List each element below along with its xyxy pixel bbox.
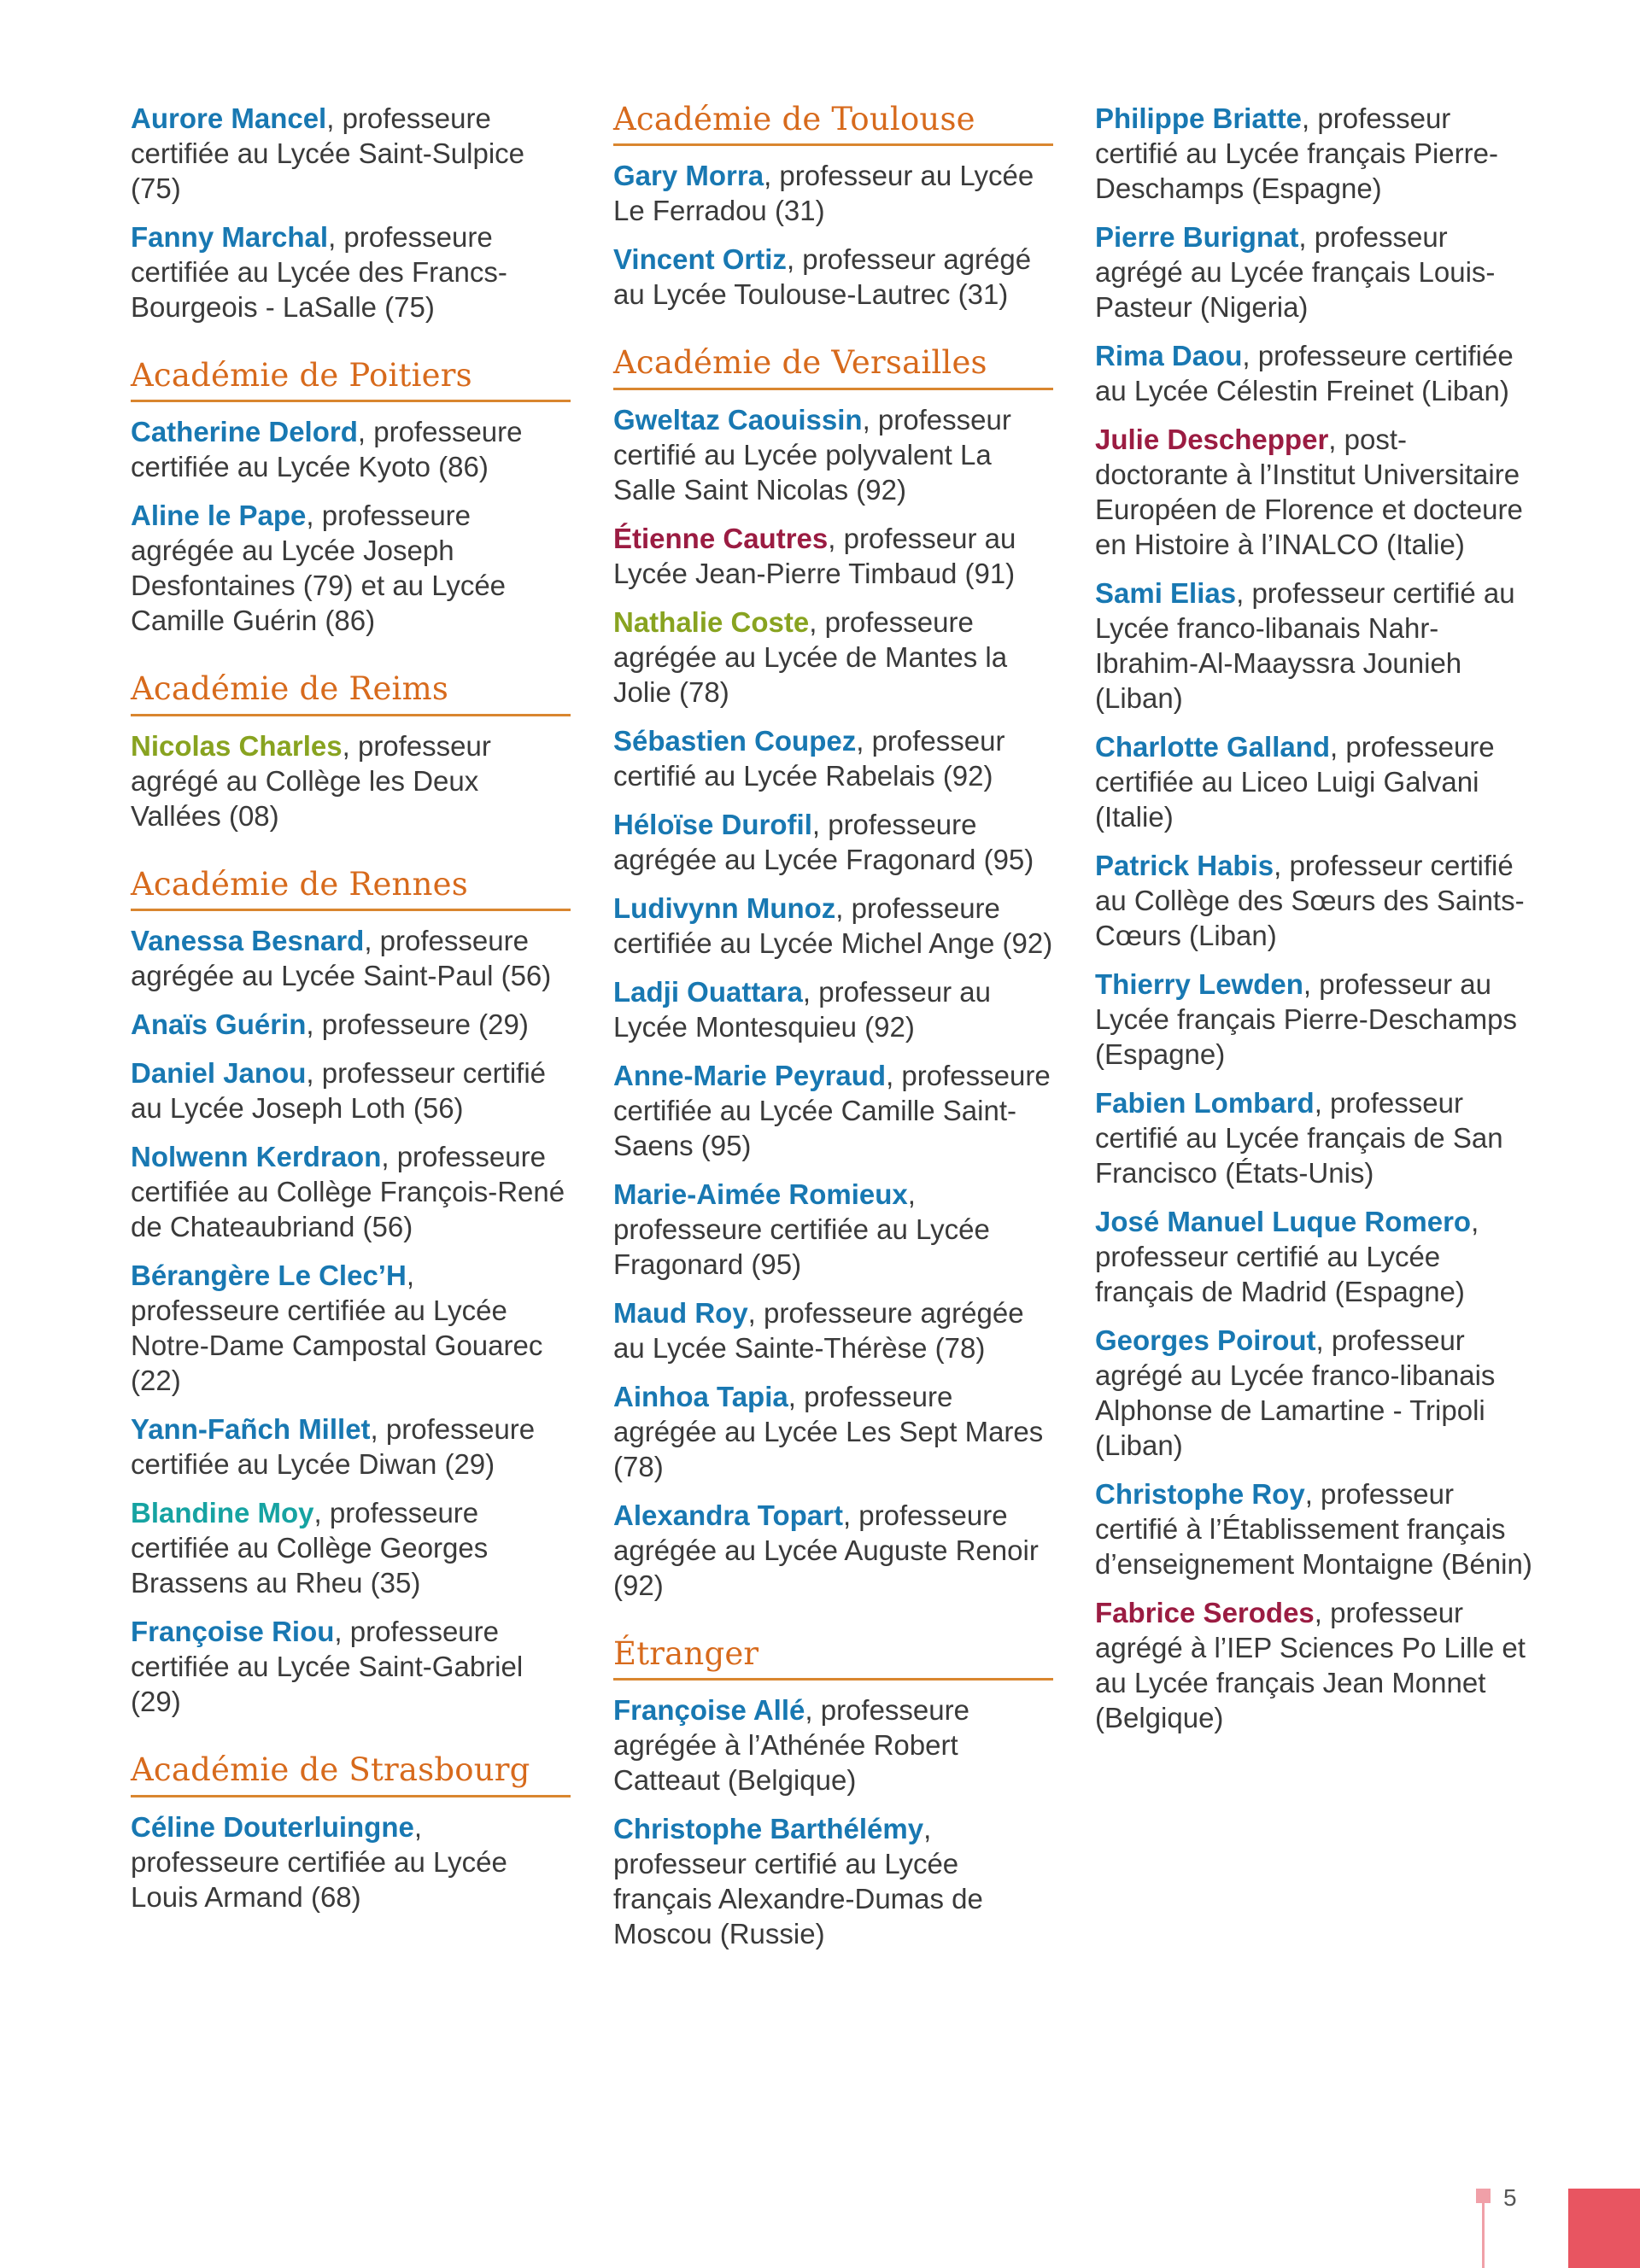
person-entry <box>131 1614 571 1719</box>
person-entry <box>613 723 1053 793</box>
person-entry <box>1095 576 1539 716</box>
person-description: , professeur agrégé au Lycée franco-libanais Alphonse de Lamartine - Tripoli (Liban) <box>1095 1324 1496 1461</box>
person-entry <box>1095 1595 1539 1735</box>
section <box>613 344 1053 1602</box>
person-entry <box>1095 338 1539 408</box>
person-name: Daniel Janou <box>131 1057 307 1090</box>
person-description: , professeur agrégé au Collège les Deux Vallées (08) <box>131 729 491 832</box>
person-description: , professeure certifiée au Collège Georges Brassens au Rheu (35) <box>131 1497 489 1599</box>
person-name: Héloïse Durofil <box>613 808 812 840</box>
person-description: , professeure agrégée au Lycée Auguste Renoir (92) <box>613 1499 1039 1601</box>
person-entry <box>1095 729 1539 834</box>
person-description: , professeure certifiée au Lycée Kyoto (86) <box>131 416 523 483</box>
column-1 <box>131 101 571 1947</box>
person-entry <box>131 498 571 638</box>
person-name: Étienne Cautres <box>613 522 829 554</box>
person-description: , professeur certifié au Lycée Joseph Loth (56) <box>131 1057 547 1125</box>
page-number: 5 <box>1503 2184 1517 2211</box>
person-description: , professeure certifiée au Lycée des Francs-Bourgeois - LaSalle (75) <box>131 221 507 323</box>
person-name: Christophe Barthélémy <box>613 1813 924 1845</box>
footer-accent-bar <box>1568 2189 1640 2268</box>
person-description: , professeure agrégée au Lycée de Mantes la Jolie (78) <box>613 605 1008 708</box>
person-description: , professeure (29) <box>306 1008 529 1041</box>
person-entry <box>613 605 1053 710</box>
person-name: Françoise Riou <box>131 1616 335 1648</box>
person-description: , professeur certifié au Lycée franco-libanais Nahr-Ibrahim-Al-Maayssra Jounieh (Liban) <box>1095 577 1515 714</box>
person-entry <box>1095 219 1539 324</box>
section <box>131 357 571 638</box>
person-description: , professeure certifiée au Lycée Camille Saint-Saens (95) <box>613 1059 1051 1161</box>
person-description: , professeur certifié au Lycée français de Madrid (Espagne) <box>1095 1206 1479 1307</box>
person-description: , professeur au Lycée Montesquieu (92) <box>613 975 992 1043</box>
person-entry <box>131 1495 571 1600</box>
section <box>131 101 571 324</box>
person-description: , professeure certifiée au Lycée Michel Ange (92) <box>613 891 1053 959</box>
person-entry <box>131 219 571 324</box>
person-name: Ladji Ouattara <box>613 975 803 1008</box>
person-name: Anaïs Guérin <box>131 1008 307 1041</box>
person-description: , professeure certifiée au Lycée Notre-Dame Campostal Gouarec (22) <box>131 1260 543 1397</box>
person-description: , professeur certifié au Lycée français Alexandre-Dumas de Moscou (Russie) <box>613 1813 983 1950</box>
person-entry <box>131 414 571 484</box>
person-description: , professeur certifié au Lycée Rabelais (92) <box>613 724 1005 792</box>
person-name: Julie Deschepper <box>1095 424 1329 455</box>
person-entry <box>1095 1085 1539 1190</box>
person-description: , professeur certifié au Lycée polyvalent La Salle Saint Nicolas (92) <box>613 403 1011 506</box>
person-description: , professeure certifiée au Lycée Célestin Freinet (Liban) <box>1095 340 1514 406</box>
person-entry <box>613 1295 1053 1365</box>
person-entry <box>613 158 1053 228</box>
person-name: Alexandra Topart <box>613 1499 843 1531</box>
person-name: Philippe Briatte <box>1095 102 1303 134</box>
section-heading: Académie de Rennes <box>131 866 571 911</box>
section <box>131 866 571 1719</box>
section <box>1095 101 1539 1735</box>
person-entry <box>131 923 571 993</box>
person-name: Sami Elias <box>1095 577 1237 609</box>
section-heading: Académie de Reims <box>131 670 571 716</box>
person-entry <box>1095 848 1539 953</box>
person-entry <box>613 1177 1053 1282</box>
person-entry <box>131 1055 571 1125</box>
person-name: Blandine Moy <box>131 1497 314 1529</box>
person-name: Nicolas Charles <box>131 729 343 762</box>
person-name: José Manuel Luque Romero <box>1095 1206 1472 1237</box>
person-description: , professeure agrégée au Lycée Saint-Paul (56) <box>131 925 552 992</box>
column-3 <box>1095 101 1539 1768</box>
person-entry <box>131 1258 571 1398</box>
person-description: , professeure certifiée au Liceo Luigi Galvani (Italie) <box>1095 731 1495 833</box>
person-name: Charlotte Galland <box>1095 731 1331 763</box>
person-name: Céline Douterluingne <box>131 1810 414 1843</box>
section <box>613 1635 1053 1951</box>
person-description: , professeure certifiée au Lycée Louis Armand (68) <box>131 1810 507 1913</box>
person-name: Gweltaz Caouissin <box>613 403 863 435</box>
person-entry <box>613 1692 1053 1797</box>
person-description: , professeur agrégé au Lycée français Louis-Pasteur (Nigeria) <box>1095 221 1496 323</box>
person-description: , professeure agrégée au Lycée Fragonard (95) <box>613 808 1034 875</box>
section <box>613 101 1053 312</box>
person-name: Georges Poirout <box>1095 1324 1316 1356</box>
person-name: Sébastien Coupez <box>613 724 857 757</box>
person-entry <box>613 1498 1053 1603</box>
person-description: , professeure certifiée au Lycée Diwan (29) <box>131 1413 536 1481</box>
person-name: Patrick Habis <box>1095 850 1274 881</box>
person-name: Nathalie Coste <box>613 605 810 638</box>
person-description: , professeure agrégée au Lycée Joseph Desfontaines (79) et au Lycée Camille Guérin (86) <box>131 500 507 637</box>
person-entry <box>613 974 1053 1044</box>
person-description: , professeur agrégé au Lycée Toulouse-Lautrec (31) <box>613 243 1032 311</box>
person-name: Nolwenn Kerdraon <box>131 1141 382 1173</box>
person-name: Bérangère Le Clec’H <box>131 1260 407 1292</box>
person-name: Rima Daou <box>1095 340 1243 371</box>
person-name: Anne-Marie Peyraud <box>613 1059 887 1091</box>
person-entry <box>1095 1323 1539 1463</box>
person-entry <box>131 1412 571 1482</box>
person-name: Aline le Pape <box>131 500 307 532</box>
person-description: , professeur au Lycée Jean-Pierre Timbaud (91) <box>613 522 1016 589</box>
person-name: Ainhoa Tapia <box>613 1380 788 1412</box>
person-description: , professeure agrégée au Lycée Les Sept Mares (78) <box>613 1380 1044 1482</box>
person-name: Aurore Mancel <box>131 102 327 134</box>
person-entry <box>131 1139 571 1244</box>
person-description: , professeur agrégé à l’IEP Sciences Po Lille et au Lycée français Jean Monnet (Belgique) <box>1095 1597 1526 1733</box>
person-description: , professeur certifié au Lycée français Pierre-Deschamps (Espagne) <box>1095 102 1498 204</box>
section <box>131 1751 571 1914</box>
person-entry <box>131 1007 571 1042</box>
person-entry <box>613 1811 1053 1951</box>
person-entry <box>613 242 1053 312</box>
person-entry <box>613 1058 1053 1163</box>
person-entry <box>1095 422 1539 562</box>
section-heading: Académie de Versailles <box>613 344 1053 389</box>
person-description: , professeure certifiée au Lycée Saint-Sulpice (75) <box>131 102 525 204</box>
person-description: , professeure certifiée au Lycée Fragonard (95) <box>613 1178 990 1280</box>
person-name: Yann-Fañch Millet <box>131 1413 371 1446</box>
person-entry <box>1095 1204 1539 1309</box>
person-name: Thierry Lewden <box>1095 968 1303 1000</box>
person-name: Catherine Delord <box>131 416 358 448</box>
column-2 <box>613 101 1053 1984</box>
person-description: , professeur au Lycée français Pierre-Deschamps (Espagne) <box>1095 968 1517 1070</box>
person-entry <box>131 101 571 206</box>
footer-marker-line <box>1482 2199 1485 2268</box>
person-name: Christophe Roy <box>1095 1478 1305 1510</box>
section-heading: Académie de Strasbourg <box>131 1751 571 1797</box>
person-entry <box>131 728 571 833</box>
person-entry <box>1095 1476 1539 1581</box>
person-entry <box>131 1809 571 1914</box>
person-name: Marie-Aimée Romieux <box>613 1178 908 1210</box>
person-name: Gary Morra <box>613 160 764 192</box>
person-name: Fabien Lombard <box>1095 1087 1315 1119</box>
person-description: , professeure agrégée au Lycée Sainte-Thérèse (78) <box>613 1296 1024 1364</box>
person-name: Pierre Burignat <box>1095 221 1299 253</box>
person-name: Maud Roy <box>613 1296 748 1329</box>
person-description: , professeure certifiée au Lycée Saint-Gabriel (29) <box>131 1616 524 1718</box>
person-entry <box>613 807 1053 877</box>
person-entry <box>613 891 1053 961</box>
person-entry <box>613 1379 1053 1484</box>
person-description: , professeur certifié à l’Établissement français d’enseignement Montaigne (Bénin) <box>1095 1478 1532 1580</box>
section <box>131 670 571 833</box>
section-heading: Académie de Poitiers <box>131 357 571 402</box>
person-name: Vincent Ortiz <box>613 243 787 276</box>
person-entry <box>1095 101 1539 206</box>
person-entry <box>613 521 1053 591</box>
person-entry <box>613 402 1053 507</box>
section-heading: Académie de Toulouse <box>613 101 1053 146</box>
person-name: Françoise Allé <box>613 1694 805 1727</box>
person-name: Ludivynn Munoz <box>613 891 836 924</box>
person-name: Fanny Marchal <box>131 221 329 253</box>
person-name: Fabrice Serodes <box>1095 1597 1315 1628</box>
person-description: , professeur certifié au Lycée français de San Francisco (États-Unis) <box>1095 1087 1503 1189</box>
person-description: , professeur au Lycée Le Ferradou (31) <box>613 160 1034 227</box>
person-entry <box>1095 967 1539 1072</box>
person-name: Vanessa Besnard <box>131 925 365 957</box>
person-description: , professeur certifié au Collège des Sœurs des Saints-Cœurs (Liban) <box>1095 850 1525 951</box>
person-description: , professeure certifiée au Collège François-René de Chateaubriand (56) <box>131 1141 565 1243</box>
person-description: , post-doctorante à l’Institut Universitaire Européen de Florence et docteure en Histoire à l’INALCO (Italie) <box>1095 424 1523 560</box>
section-heading: Étranger <box>613 1635 1053 1681</box>
person-description: , professeure agrégée à l’Athénée Robert Catteaut (Belgique) <box>613 1694 969 1797</box>
